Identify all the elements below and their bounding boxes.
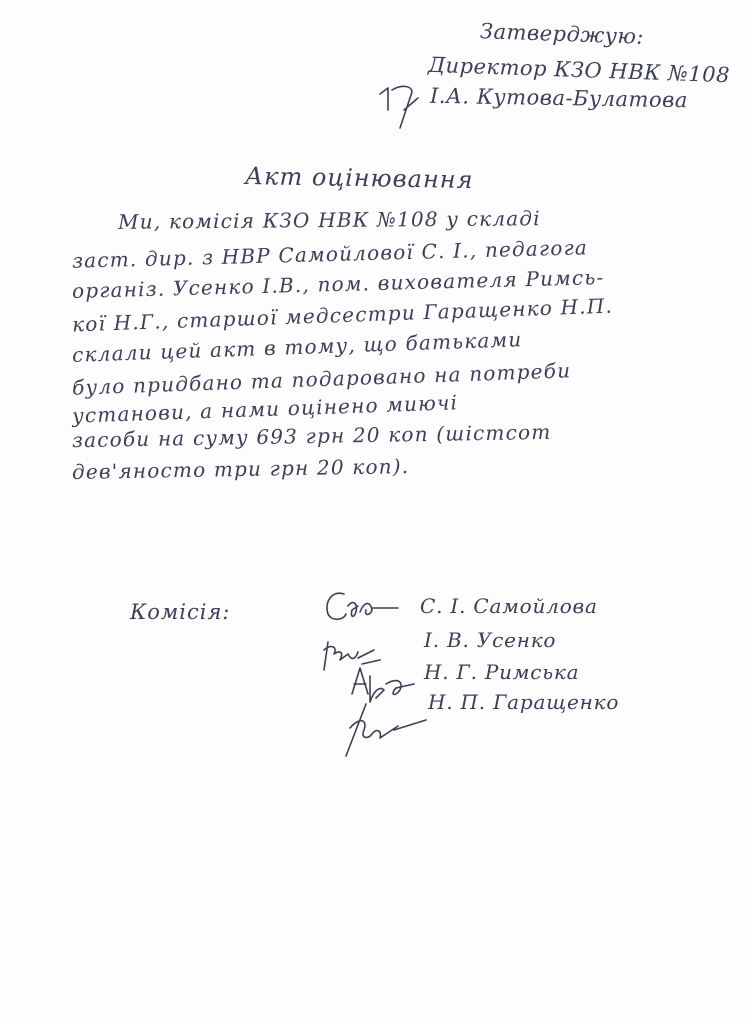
signature-samoilova [322, 588, 402, 628]
body-line: установи, а нами оцінено миючі [71, 390, 459, 428]
body-line: кої Н.Г., старшої медсестри Гаращенко Н.П. [71, 293, 614, 337]
body-line: засоби на суму 693 грн 20 коп (шістсот [71, 419, 552, 453]
director-signature [378, 80, 428, 130]
body-line: склали цей акт в тому, що батьками [71, 327, 523, 367]
document-title: Акт оцінювання [244, 162, 474, 194]
commission-member-name: Н. Г. Римська [424, 660, 580, 684]
body-line: було придбано та подаровано на потреби [71, 358, 572, 400]
commission-member-name: Н. П. Гаращенко [428, 690, 620, 714]
signature-garashchenko [338, 700, 428, 760]
body-line: заст. дир. з НВР Самойлової С. І., педагога [71, 235, 589, 273]
approval-director-name: І.А. Кутова-Булатова [429, 83, 689, 113]
body-line: Ми, комісія КЗО НВК №108 у складі [117, 206, 541, 234]
approval-heading: Затверджую: [479, 19, 645, 49]
commission-label: Комісія: [130, 600, 231, 624]
commission-member-name: С. І. Самойлова [420, 594, 598, 618]
commission-member-name: І. В. Усенко [424, 628, 557, 652]
body-line: організ. Усенко І.В., пом. вихователя Римсь- [71, 265, 605, 303]
approval-position: Директор КЗО НВК №108 [427, 52, 731, 88]
body-line: дев'яносто три грн 20 коп). [71, 454, 410, 484]
